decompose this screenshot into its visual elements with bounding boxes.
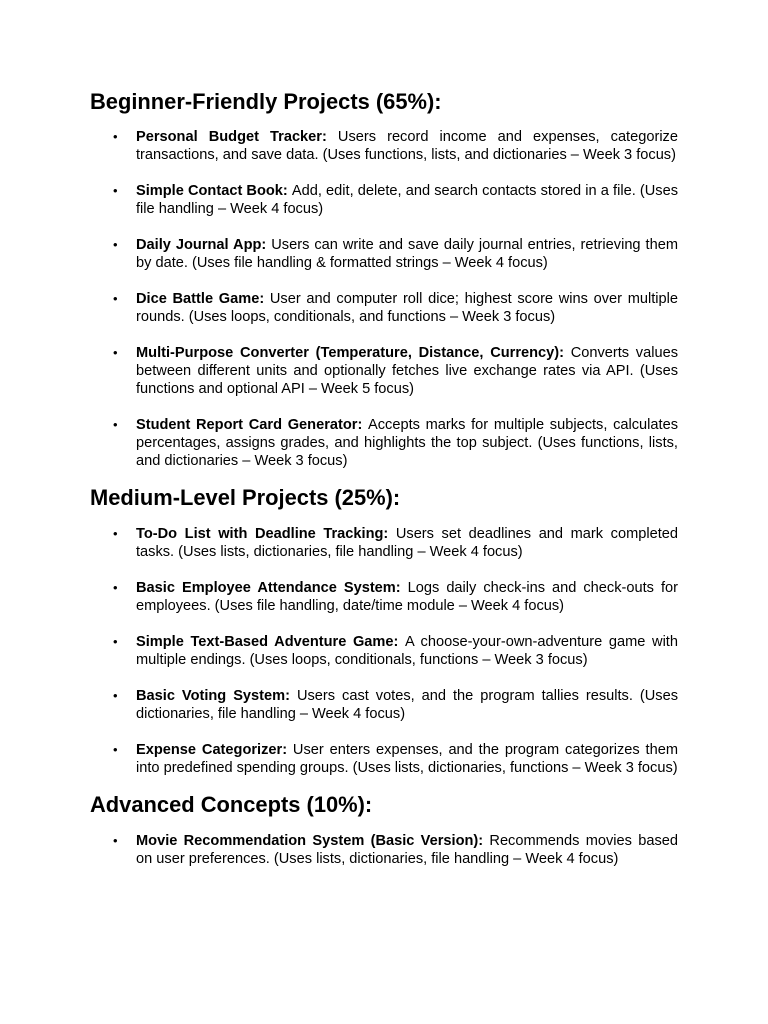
item-title: Expense Categorizer: [136,742,293,758]
list-item [90,832,678,868]
item-description: A choose-your-own-adventure game with multiple endings. (Uses loops, conditionals, functions – Week 3 focus) [136,634,678,668]
section-heading-advanced: Advanced Concepts (10%): [90,792,373,817]
list-item [90,579,678,615]
bullet-icon: • [113,688,118,703]
bullet-icon: • [113,183,118,198]
bullet-icon: • [113,129,118,144]
beginner-project-list [90,128,678,470]
item-description: Users record income and expenses, categorize transactions, and save data. (Uses functions, lists, and dictionaries – Week 3 focus) [136,129,678,163]
list-item [90,128,678,164]
list-item [90,290,678,326]
section-heading-beginner: Beginner-Friendly Projects (65%): [90,89,442,114]
document-page [90,89,679,868]
bullet-icon: • [113,634,118,649]
item-description: User and computer roll dice; highest score wins over multiple rounds. (Uses loops, conditionals, and functions – Week 3 focus) [136,291,678,325]
bullet-icon: • [113,345,118,360]
bullet-icon: • [113,833,118,848]
item-title: Daily Journal App: [136,237,272,253]
item-title: Basic Employee Attendance System: [136,580,408,596]
list-item [90,182,678,218]
item-description: Users can write and save daily journal entries, retrieving them by date. (Uses file handling & formatted strings – Week 4 focus) [136,237,678,271]
item-description: Logs daily check-ins and check-outs for employees. (Uses file handling, date/time module – Week 4 focus) [136,580,678,614]
item-description: Users cast votes, and the program tallies results. (Uses dictionaries, file handling – Week 4 focus) [136,688,678,722]
advanced-project-list [90,832,678,868]
item-description: Users set deadlines and mark completed tasks. (Uses lists, dictionaries, file handling – Week 4 focus) [136,526,678,560]
list-item [90,687,678,723]
item-description: User enters expenses, and the program categorizes them into predefined spending groups. (Uses lists, dictionaries, functions – Week 3 focus) [136,742,678,776]
item-title: Movie Recommendation System (Basic Version): [136,833,490,849]
list-item [90,416,678,470]
list-item [90,344,678,398]
item-description: Add, edit, delete, and search contacts stored in a file. (Uses file handling – Week 4 focus) [136,183,678,217]
section-heading-medium: Medium-Level Projects (25%): [90,485,401,510]
list-item [90,633,678,669]
bullet-icon: • [113,417,118,432]
medium-project-list [90,525,678,777]
item-title: Student Report Card Generator: [136,417,369,433]
item-title: Dice Battle Game: [136,291,270,307]
item-title: Basic Voting System: [136,688,297,704]
item-title: Simple Text-Based Adventure Game: [136,634,405,650]
list-item [90,236,678,272]
item-title: Personal Budget Tracker: [136,129,338,145]
item-title: To-Do List with Deadline Tracking: [136,526,396,542]
item-description: Recommends movies based on user preferences. (Uses lists, dictionaries, file handling – Week 4 focus) [136,833,678,867]
list-item [90,525,678,561]
item-title: Multi-Purpose Converter (Temperature, Distance, Currency): [136,345,571,361]
bullet-icon: • [113,580,118,595]
item-title: Simple Contact Book: [136,183,292,199]
bullet-icon: • [113,291,118,306]
list-item [90,741,678,777]
item-description: Accepts marks for multiple subjects, calculates percentages, assigns grades, and highlights the top subject. (Uses functions, lists, and dictionaries – Week 3 focus) [136,417,679,469]
item-description: Converts values between different units and optionally fetches live exchange rates via API. (Uses functions and optional API – Week 5 focus) [136,345,678,397]
bullet-icon: • [113,742,118,757]
bullet-icon: • [113,237,118,252]
bullet-icon: • [113,526,118,541]
